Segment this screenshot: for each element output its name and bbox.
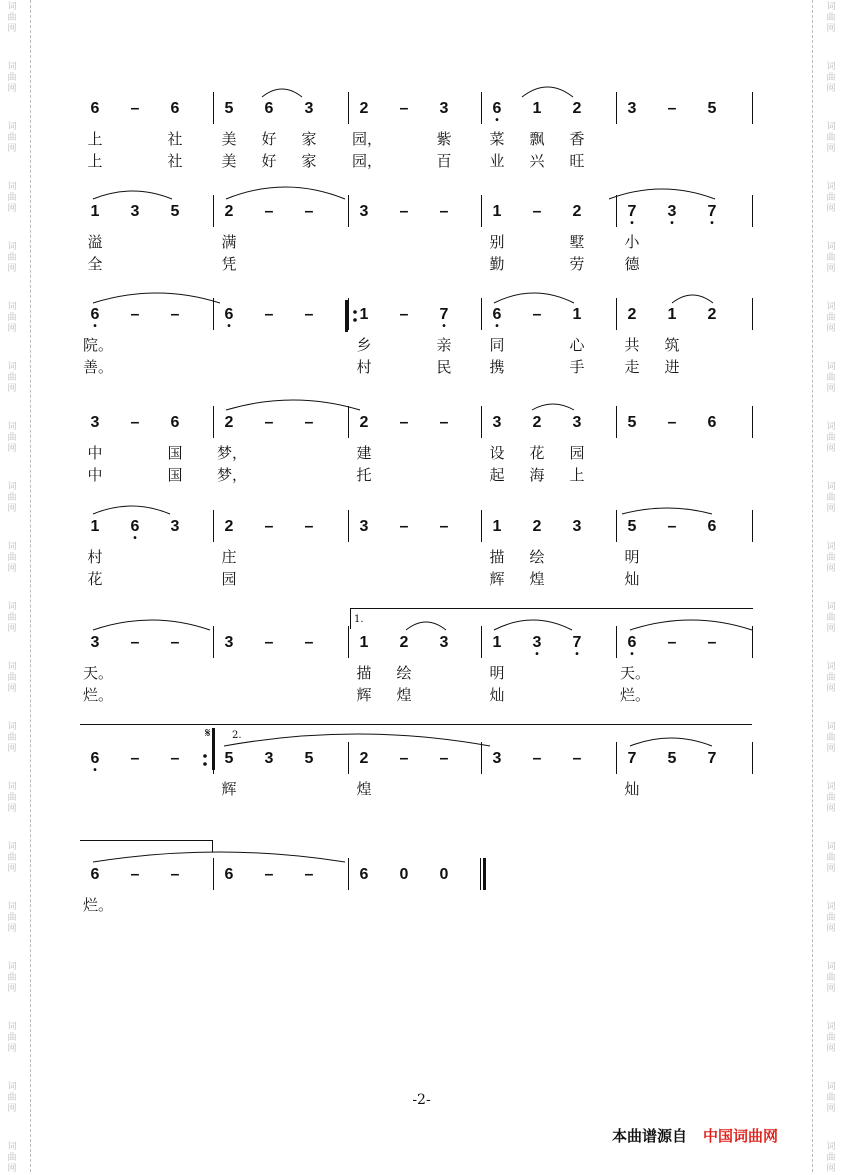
note: 2 xyxy=(532,518,542,535)
lyric-syllable: 上 xyxy=(569,466,585,484)
note: 6 xyxy=(90,100,100,117)
watermark-text: 词 曲 网 xyxy=(7,602,17,634)
lyric-syllable: 满 xyxy=(221,233,237,251)
lyric-syllable: 天。 xyxy=(620,664,651,682)
dash-note: – xyxy=(304,306,314,323)
lyric-syllable: 园， xyxy=(352,130,383,148)
lyric-syllable: 辉 xyxy=(489,570,505,588)
page-number: -2- xyxy=(412,1092,431,1108)
lyric-syllable: 同 xyxy=(489,336,505,354)
slur xyxy=(262,89,302,97)
note: 3 xyxy=(627,100,637,117)
note: 1 xyxy=(572,306,582,323)
lyric-syllable: 勤 xyxy=(489,255,505,273)
note: • 3 xyxy=(667,203,677,229)
dash-note: – xyxy=(264,306,274,323)
lyric-syllable: 花 xyxy=(529,444,545,462)
note: 3 xyxy=(224,634,234,651)
note: 2 xyxy=(399,634,409,651)
note: 1 xyxy=(492,634,502,651)
dash-note: – xyxy=(439,518,449,535)
segno-icon: 𝄋 xyxy=(205,726,211,741)
dash-note: – xyxy=(170,866,180,883)
dash-note: – xyxy=(399,518,409,535)
lyric-syllable: 民 xyxy=(436,358,452,376)
note: 2 xyxy=(224,203,234,220)
lyric-syllable: 亲 xyxy=(436,336,452,354)
lyric-syllable: 劳 xyxy=(569,255,585,273)
note: • 7 xyxy=(707,203,717,229)
lyric-syllable: 海 xyxy=(529,466,545,484)
lyric-syllable: 庄 xyxy=(221,548,237,566)
dash-note: – xyxy=(264,866,274,883)
note: 5 xyxy=(627,414,637,431)
note: 3 xyxy=(264,750,274,767)
note: 2 xyxy=(707,306,717,323)
lyric-syllable: 描 xyxy=(356,664,372,682)
note: 7 xyxy=(707,750,717,767)
note: 1 xyxy=(90,518,100,535)
lyric-syllable: 梦， xyxy=(217,466,248,484)
watermark-text: 词 曲 网 xyxy=(7,1142,17,1174)
dash-note: – xyxy=(264,203,274,220)
lyric-syllable: 园， xyxy=(352,152,383,170)
note: 1 xyxy=(532,100,542,117)
lyric-syllable: 美 xyxy=(221,152,237,170)
dash-note: – xyxy=(399,306,409,323)
lyric-syllable: 兴 xyxy=(529,152,545,170)
repeat-dot xyxy=(353,318,357,322)
slur xyxy=(226,400,360,410)
slur xyxy=(226,187,345,199)
lyric-syllable: 百 xyxy=(436,152,452,170)
lyric-syllable: 上 xyxy=(87,130,103,148)
dash-note: – xyxy=(667,634,677,651)
dash-note: – xyxy=(130,306,140,323)
watermark-text: 词 曲 网 xyxy=(826,62,836,94)
note: 2 xyxy=(532,414,542,431)
watermark-text: 词 曲 网 xyxy=(826,962,836,994)
note: • 6 xyxy=(224,306,234,332)
slur xyxy=(494,293,574,303)
note: 2 xyxy=(627,306,637,323)
note: 6 xyxy=(170,414,180,431)
watermark-text: 词 曲 网 xyxy=(7,1082,17,1114)
lyric-syllable: 共 xyxy=(624,336,640,354)
note: 5 xyxy=(224,100,234,117)
watermark-text: 词 曲 网 xyxy=(826,602,836,634)
lyric-syllable: 香 xyxy=(569,130,585,148)
system-divider xyxy=(80,724,752,725)
repeat-end-thick-bar xyxy=(212,728,215,770)
watermark-text: 词 曲 网 xyxy=(826,2,836,34)
watermark-text: 词 曲 网 xyxy=(7,662,17,694)
note: 6 xyxy=(170,100,180,117)
note: 3 xyxy=(304,100,314,117)
watermark-text: 词 曲 网 xyxy=(826,182,836,214)
note: 6 xyxy=(264,100,274,117)
dash-note: – xyxy=(130,750,140,767)
note: 3 xyxy=(359,518,369,535)
lyric-syllable: 进 xyxy=(664,358,680,376)
dash-note: – xyxy=(130,866,140,883)
lyric-syllable: 走 xyxy=(624,358,640,376)
watermark-text: 词 曲 网 xyxy=(7,182,17,214)
lyric-syllable: 凭 xyxy=(221,255,237,273)
lyric-syllable: 中 xyxy=(87,466,103,484)
watermark-text: 词 曲 网 xyxy=(826,842,836,874)
note: 1 xyxy=(90,203,100,220)
lyric-syllable: 善。 xyxy=(83,358,114,376)
dash-note: – xyxy=(170,750,180,767)
lyric-syllable: 美 xyxy=(221,130,237,148)
lyric-syllable: 烂。 xyxy=(620,686,651,704)
watermark-text: 词 曲 网 xyxy=(7,782,17,814)
watermark-text: 词 曲 网 xyxy=(7,962,17,994)
dash-note: – xyxy=(264,518,274,535)
lyric-syllable: 烂。 xyxy=(83,686,114,704)
dash-note: – xyxy=(304,518,314,535)
lyric-syllable: 手 xyxy=(569,358,585,376)
lyric-syllable: 社 xyxy=(167,152,183,170)
note: 5 xyxy=(224,750,234,767)
note: 3 xyxy=(90,414,100,431)
lyric-syllable: 园 xyxy=(569,444,585,462)
note: 6 xyxy=(224,866,234,883)
watermark-text: 词 曲 网 xyxy=(7,242,17,274)
lyric-syllable: 绘 xyxy=(396,664,412,682)
slur xyxy=(494,620,572,630)
watermark-text: 词 曲 网 xyxy=(826,1082,836,1114)
watermark-text: 词 曲 网 xyxy=(826,1142,836,1174)
dash-note: – xyxy=(439,414,449,431)
source-site: 中国词曲网 xyxy=(703,1127,779,1145)
watermark-text: 词 曲 网 xyxy=(826,422,836,454)
note: • 6 xyxy=(130,518,140,544)
lyric-syllable: 国 xyxy=(167,444,183,462)
lyric-syllable: 乡 xyxy=(356,336,372,354)
dash-note: – xyxy=(399,100,409,117)
lyric-syllable: 明 xyxy=(624,548,640,566)
watermark-text: 词 曲 网 xyxy=(826,542,836,574)
note: 2 xyxy=(572,203,582,220)
dash-note: – xyxy=(304,203,314,220)
dash-note: – xyxy=(532,306,542,323)
dash-note: – xyxy=(399,414,409,431)
lyric-syllable: 旺 xyxy=(569,152,585,170)
note: • 7 xyxy=(572,634,582,660)
note: 2 xyxy=(572,100,582,117)
slur xyxy=(622,508,712,514)
note: • 6 xyxy=(90,750,100,776)
lyric-syllable: 灿 xyxy=(624,780,640,798)
note: 2 xyxy=(359,750,369,767)
slur xyxy=(93,852,345,862)
watermark-text: 词 曲 网 xyxy=(826,782,836,814)
slur xyxy=(93,620,210,630)
dash-note: – xyxy=(399,750,409,767)
note: 6 xyxy=(707,414,717,431)
lyric-syllable: 携 xyxy=(489,358,505,376)
note: 3 xyxy=(492,750,502,767)
watermark-text: 词 曲 网 xyxy=(7,482,17,514)
lyric-syllable: 家 xyxy=(301,152,317,170)
note: 1 xyxy=(492,518,502,535)
slur xyxy=(406,622,446,630)
lyric-syllable: 业 xyxy=(489,152,505,170)
note: 2 xyxy=(359,414,369,431)
watermark-text: 词 曲 网 xyxy=(826,482,836,514)
note: 3 xyxy=(359,203,369,220)
lyric-syllable: 筑 xyxy=(664,336,680,354)
lyric-syllable: 辉 xyxy=(356,686,372,704)
dash-note: – xyxy=(130,100,140,117)
dash-note: – xyxy=(572,750,582,767)
watermark-text: 词 曲 网 xyxy=(7,542,17,574)
lyric-syllable: 园 xyxy=(221,570,237,588)
lyric-syllable: 灿 xyxy=(624,570,640,588)
dash-note: – xyxy=(667,100,677,117)
note: 3 xyxy=(572,518,582,535)
source-label: 本曲谱源自 xyxy=(612,1127,688,1145)
slur xyxy=(522,87,573,97)
watermark-text: 词 曲 网 xyxy=(826,662,836,694)
lyric-syllable: 好 xyxy=(261,152,277,170)
slur xyxy=(93,506,170,514)
system-divider xyxy=(212,840,213,852)
lyric-syllable: 明 xyxy=(489,664,505,682)
note: 3 xyxy=(90,634,100,651)
note: 1 xyxy=(359,306,369,323)
lyric-syllable: 国 xyxy=(167,466,183,484)
lyric-syllable: 绘 xyxy=(529,548,545,566)
dash-note: – xyxy=(304,866,314,883)
dash-note: – xyxy=(130,634,140,651)
dash-note: – xyxy=(304,634,314,651)
dash-note: – xyxy=(532,750,542,767)
watermark-text: 词 曲 网 xyxy=(826,902,836,934)
lyric-syllable: 院。 xyxy=(83,336,114,354)
watermark-text: 词 曲 网 xyxy=(7,1022,17,1054)
watermark-text: 词 曲 网 xyxy=(826,722,836,754)
note: 1 xyxy=(492,203,502,220)
lyric-syllable: 菜 xyxy=(489,130,505,148)
watermark-text: 词 曲 网 xyxy=(826,122,836,154)
watermark-text: 词 曲 网 xyxy=(7,722,17,754)
watermark-text: 词 曲 网 xyxy=(7,842,17,874)
watermark-text: 词 曲 网 xyxy=(7,122,17,154)
note: • 6 xyxy=(90,306,100,332)
lyric-syllable: 辉 xyxy=(221,780,237,798)
lyric-syllable: 中 xyxy=(87,444,103,462)
note: 6 xyxy=(707,518,717,535)
watermark-text: 词 曲 网 xyxy=(7,62,17,94)
volta-number: 2. xyxy=(232,730,242,741)
dash-note: – xyxy=(439,203,449,220)
note: 1 xyxy=(667,306,677,323)
lyric-syllable: 紫 xyxy=(436,130,452,148)
dash-note: – xyxy=(532,203,542,220)
dash-note: – xyxy=(264,634,274,651)
lyric-syllable: 煌 xyxy=(396,686,412,704)
dash-note: – xyxy=(439,750,449,767)
lyric-syllable: 煌 xyxy=(356,780,372,798)
lyric-syllable: 花 xyxy=(87,570,103,588)
slur xyxy=(630,738,712,746)
dash-note: – xyxy=(170,634,180,651)
note: 2 xyxy=(359,100,369,117)
note: 5 xyxy=(627,518,637,535)
repeat-dot xyxy=(203,762,207,766)
lyric-syllable: 建 xyxy=(356,444,372,462)
note: 3 xyxy=(130,203,140,220)
watermark-text: 词 曲 网 xyxy=(7,2,17,34)
lyric-syllable: 村 xyxy=(87,548,103,566)
lyric-syllable: 描 xyxy=(489,548,505,566)
note: 0 xyxy=(439,866,449,883)
watermark-text: 词 曲 网 xyxy=(826,302,836,334)
note: 3 xyxy=(439,100,449,117)
lyric-syllable: 墅 xyxy=(569,233,585,251)
lyric-syllable: 心 xyxy=(569,336,585,354)
dash-note: – xyxy=(130,414,140,431)
lyric-syllable: 社 xyxy=(167,130,183,148)
lyric-syllable: 溢 xyxy=(87,233,103,251)
watermark-text: 词 曲 网 xyxy=(826,1022,836,1054)
watermark-text: 词 曲 网 xyxy=(826,242,836,274)
note: 3 xyxy=(492,414,502,431)
lyric-syllable: 好 xyxy=(261,130,277,148)
lyric-syllable: 天。 xyxy=(83,664,114,682)
lyric-syllable: 飘 xyxy=(529,130,545,148)
lyric-syllable: 小 xyxy=(624,233,640,251)
slur xyxy=(224,734,490,746)
slur xyxy=(672,295,713,303)
note: 0 xyxy=(399,866,409,883)
note: 2 xyxy=(224,414,234,431)
note: • 6 xyxy=(627,634,637,660)
note: • 3 xyxy=(532,634,542,660)
watermark-text: 词 曲 网 xyxy=(7,902,17,934)
lyric-syllable: 设 xyxy=(489,444,505,462)
note: • 6 xyxy=(492,306,502,332)
lyric-syllable: 烂。 xyxy=(83,896,114,914)
repeat-dot xyxy=(203,754,207,758)
note: 5 xyxy=(707,100,717,117)
lyric-syllable: 德 xyxy=(624,255,640,273)
note: 6 xyxy=(359,866,369,883)
watermark-text: 词 曲 网 xyxy=(826,362,836,394)
note: 1 xyxy=(359,634,369,651)
lyric-syllable: 全 xyxy=(87,255,103,273)
lyric-syllable: 梦， xyxy=(217,444,248,462)
note: 5 xyxy=(667,750,677,767)
watermark-text: 词 曲 网 xyxy=(7,302,17,334)
dash-note: – xyxy=(304,414,314,431)
note: 5 xyxy=(170,203,180,220)
repeat-dot xyxy=(353,310,357,314)
lyric-syllable: 上 xyxy=(87,152,103,170)
note: 6 xyxy=(90,866,100,883)
lyric-syllable: 村 xyxy=(356,358,372,376)
dash-note: – xyxy=(399,203,409,220)
note: 7 xyxy=(627,750,637,767)
note: • 7 xyxy=(627,203,637,229)
slur xyxy=(609,189,715,199)
lyric-syllable: 托 xyxy=(356,466,372,484)
lyric-syllable: 家 xyxy=(301,130,317,148)
lyric-syllable: 煌 xyxy=(529,570,545,588)
note: • 6 xyxy=(492,100,502,126)
note: • 7 xyxy=(439,306,449,332)
slur xyxy=(532,404,574,410)
lyric-syllable: 灿 xyxy=(489,686,505,704)
dash-note: – xyxy=(667,414,677,431)
dash-note: – xyxy=(667,518,677,535)
slur xyxy=(93,191,172,199)
dash-note: – xyxy=(707,634,717,651)
watermark-text: 词 曲 网 xyxy=(7,362,17,394)
note: 2 xyxy=(224,518,234,535)
lyric-syllable: 别 xyxy=(489,233,505,251)
slur xyxy=(630,620,752,630)
repeat-start-thick-bar xyxy=(345,300,348,332)
volta-number: 1. xyxy=(354,614,364,625)
dash-note: – xyxy=(170,306,180,323)
system-divider xyxy=(80,840,212,841)
slur xyxy=(93,293,220,303)
watermark-text: 词 曲 网 xyxy=(7,422,17,454)
note: 3 xyxy=(170,518,180,535)
note: 3 xyxy=(572,414,582,431)
lyric-syllable: 起 xyxy=(489,466,505,484)
note: 3 xyxy=(439,634,449,651)
note: 5 xyxy=(304,750,314,767)
dash-note: – xyxy=(264,414,274,431)
